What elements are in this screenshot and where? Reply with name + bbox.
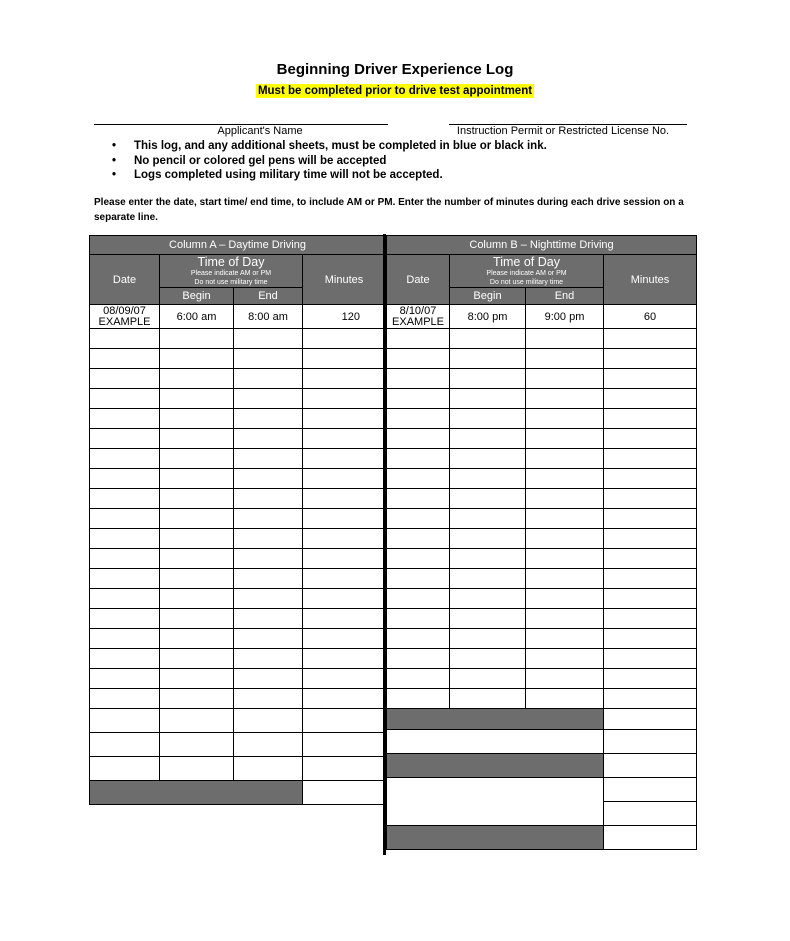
log-entry-cell[interactable] [387,649,450,669]
log-entry-cell[interactable] [387,329,450,349]
log-entry-cell[interactable] [160,369,234,389]
log-entry-cell[interactable] [303,669,386,689]
log-entry-cell[interactable] [387,609,450,629]
log-entry-cell[interactable] [604,589,697,609]
rule-item [112,168,547,183]
log-entry-cell[interactable] [90,549,160,569]
log-row [90,429,386,449]
log-entry-cell[interactable] [90,649,160,669]
log-entry-cell[interactable] [450,429,526,449]
log-entry-cell[interactable] [90,733,160,757]
log-entry-cell[interactable] [90,757,160,781]
log-row [387,689,697,709]
rule-text: This log, and any additional sheets, must be completed in blue or black ink. [134,140,547,152]
time-of-day-header [450,255,604,288]
example-end: 9:00 pm [526,305,604,329]
log-entry-cell[interactable] [387,469,450,489]
log-entry-cell[interactable] [450,389,526,409]
log-entry-cell[interactable] [303,429,386,449]
log-entry-cell[interactable] [90,409,160,429]
log-entry-cell[interactable] [526,549,604,569]
date-header: Date [387,255,450,305]
log-row [387,509,697,529]
log-entry-cell[interactable] [450,329,526,349]
log-entry-cell[interactable] [234,529,303,549]
log-entry-cell[interactable] [303,609,386,629]
bullet-icon: • [112,154,117,167]
log-row [387,529,697,549]
log-entry-cell[interactable] [604,649,697,669]
log-entry-cell[interactable] [604,549,697,569]
log-entry-cell[interactable] [90,489,160,509]
log-entry-cell[interactable] [160,649,234,669]
log-entry-cell[interactable] [526,449,604,469]
log-entry-cell[interactable] [450,409,526,429]
bullet-icon: • [112,169,117,181]
log-row [90,709,386,733]
subtotal-label-cell [387,709,604,730]
log-row [90,733,386,757]
log-entry-cell[interactable] [234,389,303,409]
log-entry-cell[interactable] [234,733,303,757]
log-entry-cell[interactable] [387,429,450,449]
log-row [90,629,386,649]
log-row [90,369,386,389]
log-entry-cell[interactable] [303,757,386,781]
log-row [387,489,697,509]
log-entry-cell[interactable] [450,449,526,469]
log-entry-cell[interactable] [90,629,160,649]
log-entry-cell[interactable] [90,449,160,469]
log-row [387,349,697,369]
log-entry-cell[interactable] [604,349,697,369]
log-entry-cell[interactable] [160,349,234,369]
log-entry-cell[interactable] [303,449,386,469]
example-date-cell [90,305,160,329]
log-row [387,389,697,409]
log-row [387,369,697,389]
column-b-title: Column B – Nighttime Driving [387,236,697,255]
example-begin: 8:00 pm [450,305,526,329]
log-row [387,709,697,730]
instructions: Please enter the date, start time/ end time, to include AM or PM. Enter the number of minutes during each drive session on a separate line. [94,197,684,223]
example-tag: EXAMPLE [392,315,444,328]
example-minutes: 120 [303,305,386,329]
log-entry-cell[interactable] [387,449,450,469]
log-entry-cell[interactable] [450,349,526,369]
blank-minutes-cell[interactable] [604,802,697,826]
end-header: End [234,288,303,305]
log-entry-cell[interactable] [450,629,526,649]
log-row [387,549,697,569]
rule-text: Logs completed using military time will not be accepted. [134,169,443,181]
log-entry-cell[interactable] [387,409,450,429]
log-entry-cell[interactable] [234,469,303,489]
log-entry-cell[interactable] [450,549,526,569]
log-entry-cell[interactable] [90,589,160,609]
blank-cell[interactable] [387,778,604,826]
log-entry-cell[interactable] [526,409,604,429]
log-row [387,826,697,850]
log-row [387,609,697,629]
log-entry-cell[interactable] [604,409,697,429]
log-entry-cell[interactable] [604,329,697,349]
log-row [387,569,697,589]
log-entry-cell[interactable] [303,689,386,709]
subtotal-minutes-cell[interactable] [604,709,697,730]
log-entry-cell[interactable] [450,509,526,529]
applicant-name-label: Applicant's Name [217,125,303,137]
log-entry-cell[interactable] [387,569,450,589]
log-entry-cell[interactable] [90,609,160,629]
log-entry-cell[interactable] [387,589,450,609]
log-entry-cell[interactable] [526,469,604,489]
log-entry-cell[interactable] [160,609,234,629]
log-entry-cell[interactable] [234,329,303,349]
log-entry-cell[interactable] [526,589,604,609]
log-entry-cell[interactable] [604,669,697,689]
log-entry-cell[interactable] [303,369,386,389]
log-entry-cell[interactable] [303,489,386,509]
log-row [387,669,697,689]
log-entry-cell[interactable] [303,529,386,549]
log-entry-cell[interactable] [160,709,234,733]
example-date-cell [387,305,450,329]
permit-number-label: Instruction Permit or Restricted License No. [456,125,670,137]
log-entry-cell[interactable] [234,589,303,609]
log-entry-cell[interactable] [303,549,386,569]
log-entry-cell[interactable] [160,689,234,709]
total-label-cell [90,781,303,805]
log-entry-cell[interactable] [387,629,450,649]
log-row [387,730,697,754]
begin-header: Begin [450,288,526,305]
log-row [90,349,386,369]
log-entry-cell[interactable] [526,669,604,689]
log-entry-cell[interactable] [90,509,160,529]
log-entry-cell[interactable] [450,689,526,709]
total-minutes-cell[interactable] [604,826,697,850]
log-entry-cell[interactable] [387,349,450,369]
am-pm-note: Please indicate AM or PM [486,270,567,277]
log-entry-cell[interactable] [387,489,450,509]
log-entry-cell[interactable] [604,489,697,509]
log-entry-cell[interactable] [526,609,604,629]
log-entry-cell[interactable] [234,649,303,669]
log-entry-cell[interactable] [526,369,604,389]
begin-header: Begin [160,288,234,305]
rule-item [112,139,547,154]
date-header: Date [90,255,160,305]
log-entry-cell[interactable] [234,629,303,649]
log-row [90,609,386,629]
log-entry-cell[interactable] [604,449,697,469]
log-entry-cell[interactable] [450,649,526,669]
log-entry-cell[interactable] [234,409,303,429]
log-entry-cell[interactable] [234,549,303,569]
log-entry-cell[interactable] [450,569,526,589]
example-date: 8/10/07 [399,304,437,317]
log-entry-cell[interactable] [450,469,526,489]
log-entry-cell[interactable] [303,349,386,369]
rules-list [112,139,547,183]
log-entry-cell[interactable] [303,629,386,649]
log-entry-cell[interactable] [450,669,526,689]
total-label-cell [387,826,604,850]
log-entry-cell[interactable] [604,689,697,709]
log-entry-cell[interactable] [160,549,234,569]
log-entry-cell[interactable] [234,449,303,469]
time-of-day-header [160,255,303,288]
log-entry-cell[interactable] [526,569,604,589]
log-entry-cell[interactable] [160,757,234,781]
subtitle-wrap [0,81,790,99]
log-entry-cell[interactable] [526,389,604,409]
log-row [90,529,386,549]
log-entry-cell[interactable] [526,349,604,369]
time-of-day-label: Time of Day [197,255,265,269]
log-row [387,649,697,669]
log-row [387,629,697,649]
log-entry-cell[interactable] [387,389,450,409]
log-entry-cell[interactable] [303,469,386,489]
log-entry-cell[interactable] [303,733,386,757]
log-entry-cell[interactable] [450,609,526,629]
log-entry-cell[interactable] [160,329,234,349]
log-row [90,649,386,669]
log-entry-cell[interactable] [387,669,450,689]
log-row [90,549,386,569]
column-b-table [386,235,697,850]
log-entry-cell[interactable] [526,629,604,649]
bullet-icon: • [112,140,117,152]
log-entry-cell[interactable] [160,589,234,609]
log-entry-cell[interactable] [604,629,697,649]
column-a-title: Column A – Daytime Driving [90,236,386,255]
log-row [90,669,386,689]
log-entry-cell[interactable] [160,529,234,549]
example-date: 08/09/07 [103,304,146,317]
log-entry-cell[interactable] [160,469,234,489]
log-entry-cell[interactable] [604,469,697,489]
page-title: Beginning Driver Experience Log [276,61,514,78]
log-entry-cell[interactable] [160,409,234,429]
log-entry-cell[interactable] [160,569,234,589]
log-entry-cell[interactable] [160,733,234,757]
log-entry-cell[interactable] [526,689,604,709]
log-entry-cell[interactable] [90,709,160,733]
column-a-table [89,235,386,805]
subtotal-label-cell [387,754,604,778]
log-entry-cell[interactable] [90,329,160,349]
log-entry-cell[interactable] [387,529,450,549]
log-entry-cell[interactable] [160,389,234,409]
example-minutes: 60 [604,305,697,329]
log-entry-cell[interactable] [160,629,234,649]
log-entry-cell[interactable] [90,469,160,489]
log-entry-cell[interactable] [160,429,234,449]
log-entry-cell[interactable] [604,569,697,589]
log-row [387,449,697,469]
log-entry-cell[interactable] [303,709,386,733]
log-row [90,389,386,409]
log-entry-cell[interactable] [450,489,526,509]
page-subtitle: Must be completed prior to drive test appointment [257,85,533,97]
minutes-header: Minutes [303,255,386,305]
log-entry-cell[interactable] [303,389,386,409]
log-entry-cell[interactable] [234,669,303,689]
log-entry-cell[interactable] [604,429,697,449]
log-entry-cell[interactable] [450,589,526,609]
log-entry-cell[interactable] [160,449,234,469]
log-row [90,781,386,805]
rule-item [112,154,547,169]
log-entry-cell[interactable] [303,649,386,669]
military-note: Do not use military time [194,279,268,286]
log-entry-cell[interactable] [90,689,160,709]
log-entry-cell[interactable] [450,529,526,549]
log-row [90,589,386,609]
log-entry-cell[interactable] [526,489,604,509]
log-entry-cell[interactable] [234,709,303,733]
log-entry-cell[interactable] [303,329,386,349]
log-entry-cell[interactable] [234,609,303,629]
log-entry-cell[interactable] [90,529,160,549]
log-entry-cell[interactable] [90,389,160,409]
log-entry-cell[interactable] [160,509,234,529]
log-entry-cell[interactable] [234,369,303,389]
log-entry-cell[interactable] [526,509,604,529]
am-pm-note: Please indicate AM or PM [190,270,272,277]
blank-cell[interactable] [387,730,604,754]
log-entry-cell[interactable] [90,349,160,369]
log-row [90,409,386,429]
log-entry-cell[interactable] [234,489,303,509]
log-entry-cell[interactable] [234,569,303,589]
log-row [90,569,386,589]
rule-text: No pencil or colored gel pens will be accepted [134,154,387,167]
total-minutes-cell[interactable] [303,781,386,805]
minutes-header: Minutes [604,255,697,305]
log-entry-cell[interactable] [234,689,303,709]
log-row [387,754,697,778]
log-entry-cell[interactable] [90,369,160,389]
log-entry-cell[interactable] [387,689,450,709]
log-row [90,509,386,529]
example-tag: EXAMPLE [98,315,151,328]
blank-minutes-cell[interactable] [604,730,697,754]
log-row [90,469,386,489]
log-entry-cell[interactable] [90,569,160,589]
log-entry-cell[interactable] [450,369,526,389]
end-header: End [526,288,604,305]
log-entry-cell[interactable] [234,509,303,529]
blank-minutes-cell[interactable] [604,778,697,802]
log-entry-cell[interactable] [303,409,386,429]
log-entry-cell[interactable] [303,589,386,609]
log-row [387,329,697,349]
log-entry-cell[interactable] [160,489,234,509]
log-row [90,757,386,781]
log-entry-cell[interactable] [604,609,697,629]
column-divider [383,234,386,855]
log-row [387,429,697,449]
log-entry-cell[interactable] [387,369,450,389]
log-entry-cell[interactable] [303,509,386,529]
log-row [387,469,697,489]
log-row [90,489,386,509]
log-entry-cell[interactable] [387,509,450,529]
log-entry-cell[interactable] [234,429,303,449]
log-entry-cell[interactable] [526,429,604,449]
log-entry-cell[interactable] [526,649,604,669]
example-end: 8:00 am [234,305,303,329]
time-of-day-label: Time of Day [493,255,560,269]
log-entry-cell[interactable] [526,329,604,349]
log-entry-cell[interactable] [604,369,697,389]
log-entry-cell[interactable] [526,529,604,549]
log-entry-cell[interactable] [90,429,160,449]
log-row [387,409,697,429]
log-entry-cell[interactable] [604,509,697,529]
log-entry-cell[interactable] [604,529,697,549]
log-row [90,689,386,709]
log-entry-cell[interactable] [90,669,160,689]
log-entry-cell[interactable] [234,349,303,369]
military-note: Do not use military time [489,279,564,286]
log-row [387,589,697,609]
log-entry-cell[interactable] [604,389,697,409]
log-entry-cell[interactable] [160,669,234,689]
log-entry-cell[interactable] [234,757,303,781]
log-entry-cell[interactable] [303,569,386,589]
example-begin: 6:00 am [160,305,234,329]
log-row [90,329,386,349]
log-entry-cell[interactable] [387,549,450,569]
log-row [387,778,697,802]
subtotal-minutes-cell[interactable] [604,754,697,778]
log-row [90,449,386,469]
